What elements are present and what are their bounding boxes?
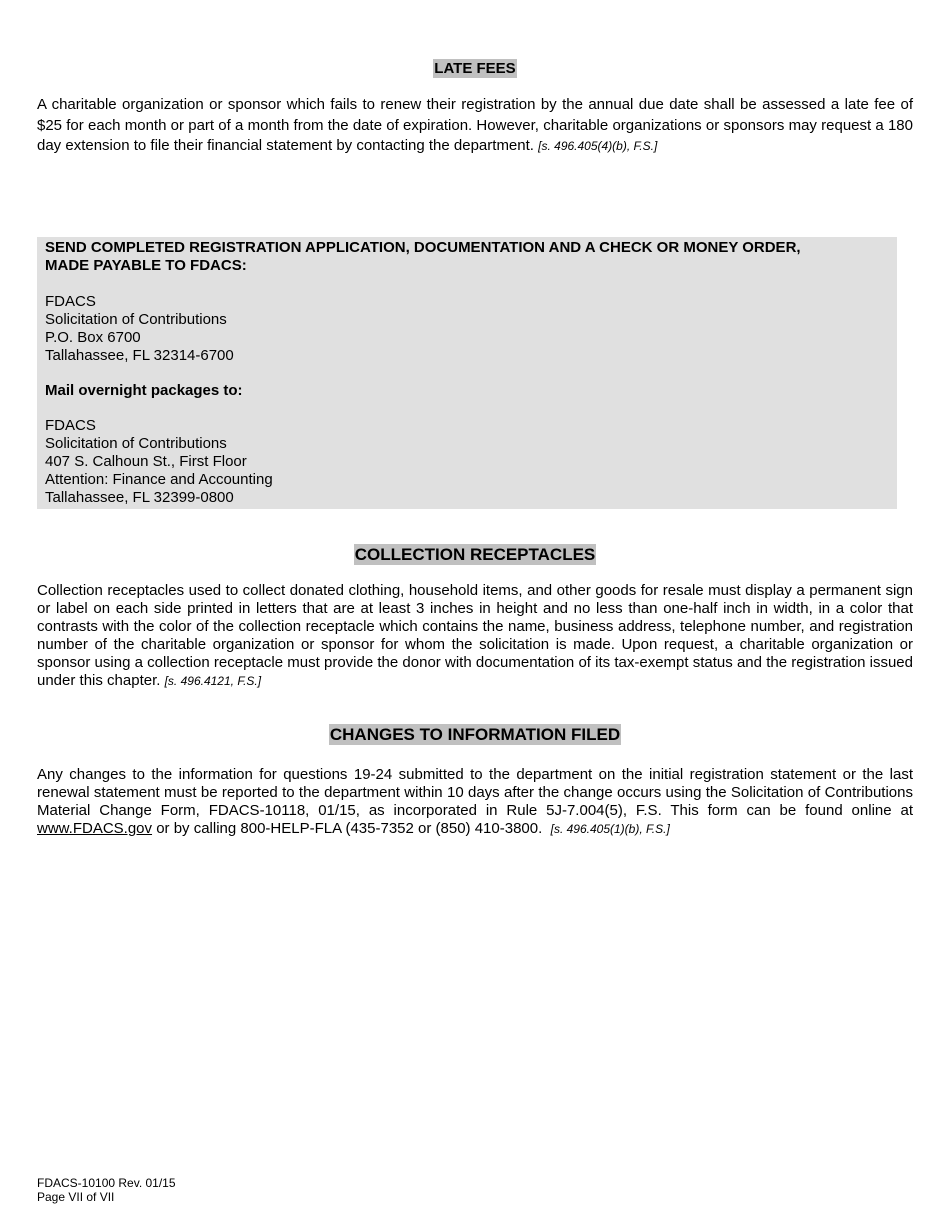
collection-heading: COLLECTION RECEPTACLES [354,545,596,564]
address-line: 407 S. Calhoun St., First Floor [45,453,247,470]
mailing-instructions-box [37,237,897,509]
late-fees-citation: [s. 496.405(4)(b), F.S.] [538,139,658,153]
mailing-address-overnight [45,417,273,507]
mailing-address-po-box [45,293,234,365]
address-line: P.O. Box 6700 [45,329,141,346]
late-fees-section [37,59,913,78]
address-line: Solicitation of Contributions [45,311,227,328]
changes-section [37,724,913,745]
collection-citation: [s. 496.4121, F.S.] [164,674,262,688]
changes-body-continued: or by calling 800-HELP-FLA (435-7352 or (850) 410-3800. [156,820,543,837]
fdacs-website-link[interactable]: www.FDACS.gov [37,820,153,837]
address-line: Solicitation of Contributions [45,435,227,452]
address-line: FDACS [45,417,96,434]
changes-body: Any changes to the information for questions 19-24 submitted to the department on the initial registration statement or the last renewal statement must be reported to the department within 10 days after the change occurs using the Solicitation of Contributions Material Change Form, FDACS-10118, 01/15, as incorporated in Rule 5J-7.004(5), F.S. This form can be found online at [37,766,913,819]
changes-heading: CHANGES TO INFORMATION FILED [329,725,621,744]
late-fees-paragraph [37,95,913,157]
mailing-instruction: SEND COMPLETED REGISTRATION APPLICATION, DOCUMENTATION AND A CHECK OR MONEY ORDER, MADE PAYABLE TO FDACS: [45,239,801,274]
overnight-label: Mail overnight packages to: [45,382,243,399]
page-number: Page VII of VII [37,1190,115,1204]
late-fees-heading: LATE FEES [434,60,516,77]
address-line: Tallahassee, FL 32314-6700 [45,347,234,364]
changes-paragraph [37,766,913,838]
late-fees-body: A charitable organization or sponsor which fails to renew their registration by the annual due date shall be assessed a late fee of $25 for each month or part of a month from the date of expiration. However, charitable organizations or sponsors may request a 180 day extension to file their financial statement by contacting the department. [37,96,913,154]
address-line: Attention: Finance and Accounting [45,471,273,488]
changes-citation: [s. 496.405(1)(b), F.S.] [550,822,670,836]
page-footer [37,1176,176,1204]
collection-paragraph [37,582,913,690]
form-id: FDACS-10100 Rev. 01/15 [37,1176,176,1190]
address-line: Tallahassee, FL 32399-0800 [45,489,234,506]
collection-section [37,544,913,565]
address-line: FDACS [45,293,96,310]
collection-body: Collection receptacles used to collect donated clothing, household items, and other goods for resale must display a permanent sign or label on each side printed in letters that are at least 3 inches in height and no less than one-half inch in width, in a color that contrasts with the color of the collection receptacle which contains the name, business address, telephone number, and registration number of the charitable organization or sponsor for whom the solicitation is made. Upon request, a charitable organization or sponsor using a collection receptacle must provide the donor with documentation of its tax-exempt status and the registration issued under this chapter. [37,582,913,689]
